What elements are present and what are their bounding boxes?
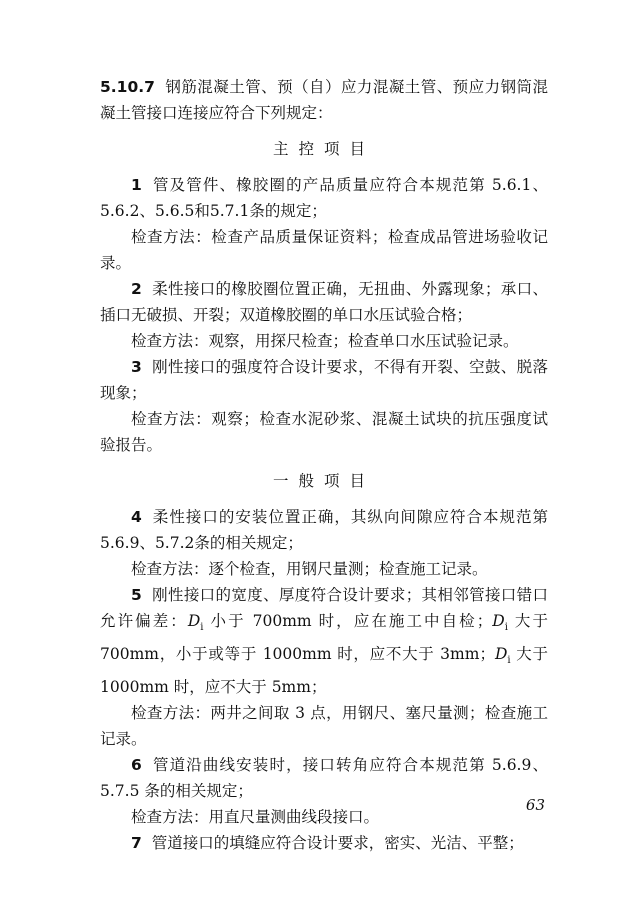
page-number: 63 [525, 796, 545, 814]
document-page [100, 74, 548, 856]
item-4-method: 检查方法：逐个检查，用钢尺量测；检查施工记录。 [131, 560, 488, 578]
item-number: 3 [131, 358, 142, 376]
item-number: 2 [131, 280, 142, 298]
heading-main-items: 主控项目 [272, 140, 375, 158]
item-6-method: 检查方法：用直尺量测曲线段接口。 [131, 808, 380, 827]
symbol-d: D [494, 645, 508, 664]
item-text: 柔性接口的安装位置正确，其纵向间隙应符合本规范第5.6.9、5.7.2条的相关规定； [100, 508, 548, 552]
heading-general-items: 一般项目 [272, 472, 375, 490]
item-number: 4 [131, 508, 142, 526]
clause-5-10-7 [100, 74, 548, 126]
item-7 [100, 830, 548, 856]
item-5 [100, 582, 548, 700]
item-4 [100, 504, 548, 556]
item-1-method: 检查方法：检查产品质量保证资料；检查成品管进场验收记录。 [100, 228, 548, 272]
symbol-d-subscript: i [200, 622, 204, 634]
symbol-d-subscript: i [507, 655, 511, 667]
item-6 [100, 752, 548, 804]
clause-number: 5.10.7 [100, 78, 155, 96]
item-number: 5 [131, 586, 142, 604]
item-text-a: 刚性接口的宽度、厚度符合设计要求；其相邻管接口错口允许偏差： [100, 586, 548, 630]
item-2 [100, 276, 548, 328]
item-number: 1 [131, 176, 142, 194]
item-1 [100, 172, 548, 224]
item-text: 刚性接口的强度符合设计要求，不得有开裂、空鼓、脱落现象； [100, 358, 548, 402]
item-text-b: 小于 700mm 时，应在施工中自检； [210, 612, 493, 630]
item-text-c: 大于700mm，小于或等于 1000mm 时，应不大于 3mm； [100, 612, 548, 664]
item-3 [100, 354, 548, 406]
symbol-d-subscript: i [504, 622, 508, 634]
item-text: 管道沿曲线安装时，接口转角应符合本规范第 5.6.9、5.7.5 条的相关规定； [100, 756, 548, 801]
item-2-method: 检查方法：观察，用探尺检查；检查单口水压试验记录。 [131, 332, 519, 350]
item-text-d: 大于1000mm 时，应不大于 5mm； [100, 645, 548, 697]
item-number: 6 [131, 756, 142, 775]
item-number: 7 [131, 834, 142, 853]
symbol-d: D [492, 612, 505, 630]
item-text: 管道接口的填缝应符合设计要求，密实、光洁、平整； [151, 834, 524, 853]
symbol-d: D [187, 612, 201, 630]
item-text: 柔性接口的橡胶圈位置正确，无扭曲、外露现象；承口、插口无破损、开裂；双道橡胶圈的单口水压试验合格； [100, 280, 548, 324]
item-5-method: 检查方法：两井之间取 3 点，用钢尺、塞尺量测；检查施工记录。 [100, 704, 548, 749]
item-3-method: 检查方法：观察；检查水泥砂浆、混凝土试块的抗压强度试验报告。 [100, 410, 548, 454]
clause-text: 钢筋混凝土管、预（自）应力混凝土管、预应力钢筒混凝土管接口连接应符合下列规定： [100, 78, 548, 122]
item-text: 管及管件、橡胶圈的产品质量应符合本规范第 5.6.1、5.6.2、5.6.5和5.7.1条的规定； [100, 176, 548, 220]
